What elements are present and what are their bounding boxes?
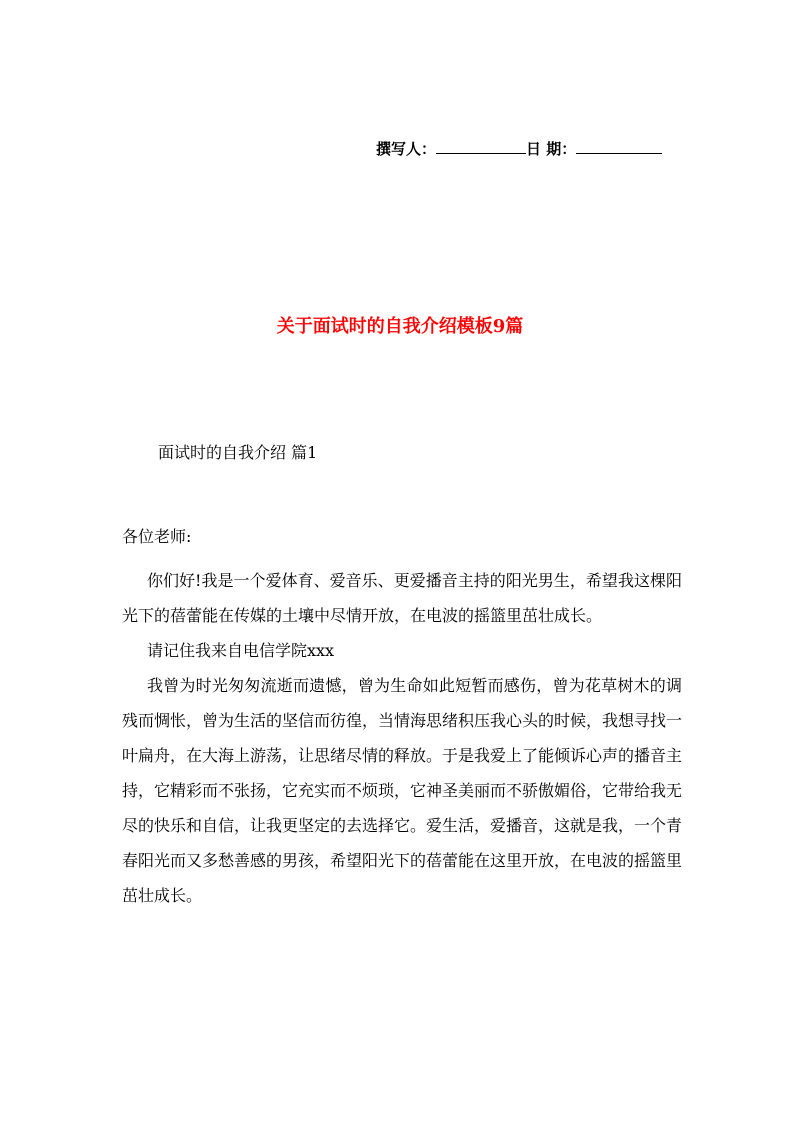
section-heading: 面试时的自我介绍 篇1 bbox=[158, 443, 318, 462]
greeting-line: 各位老师: bbox=[122, 527, 192, 546]
date-blank-field[interactable] bbox=[576, 139, 662, 154]
author-date-line bbox=[376, 139, 686, 159]
date-label: 日 期： bbox=[526, 140, 577, 158]
author-blank-field[interactable] bbox=[436, 139, 526, 154]
paragraph: 你们好!我是一个爱体育、爱音乐、更爱播音主持的阳光男生，希望我这棵阳光下的蓓蕾能在传媒的土壤中尽情开放，在电波的摇篮里茁壮成长。 bbox=[122, 571, 682, 625]
author-label: 撰写人： bbox=[376, 140, 437, 158]
body-text bbox=[122, 563, 682, 913]
document-title: 关于面试时的自我介绍模板9篇 bbox=[276, 316, 524, 337]
paragraph: 我曾为时光匆匆流逝而遗憾，曾为生命如此短暂而感伤，曾为花草树木的调残而惆怅，曾为生活的坚信而彷徨，当情海思绪积压我心头的时候，我想寻找一叶扁舟，在大海上游荡，让思绪尽情的释放。于是我爱上了能倾诉心声的播音主持，它精彩而不张扬，它充实而不烦琐，它神圣美丽而不骄傲媚俗，它带给我无尽的快乐和自信，让我更坚定的去选择它。爱生活，爱播音，这就是我，一个青春阳光而又多愁善感的男孩，希望阳光下的蓓蕾能在这里开放，在电波的摇篮里茁壮成长。 bbox=[122, 676, 683, 905]
paragraph: 请记住我来自电信学院xxx bbox=[147, 641, 335, 660]
